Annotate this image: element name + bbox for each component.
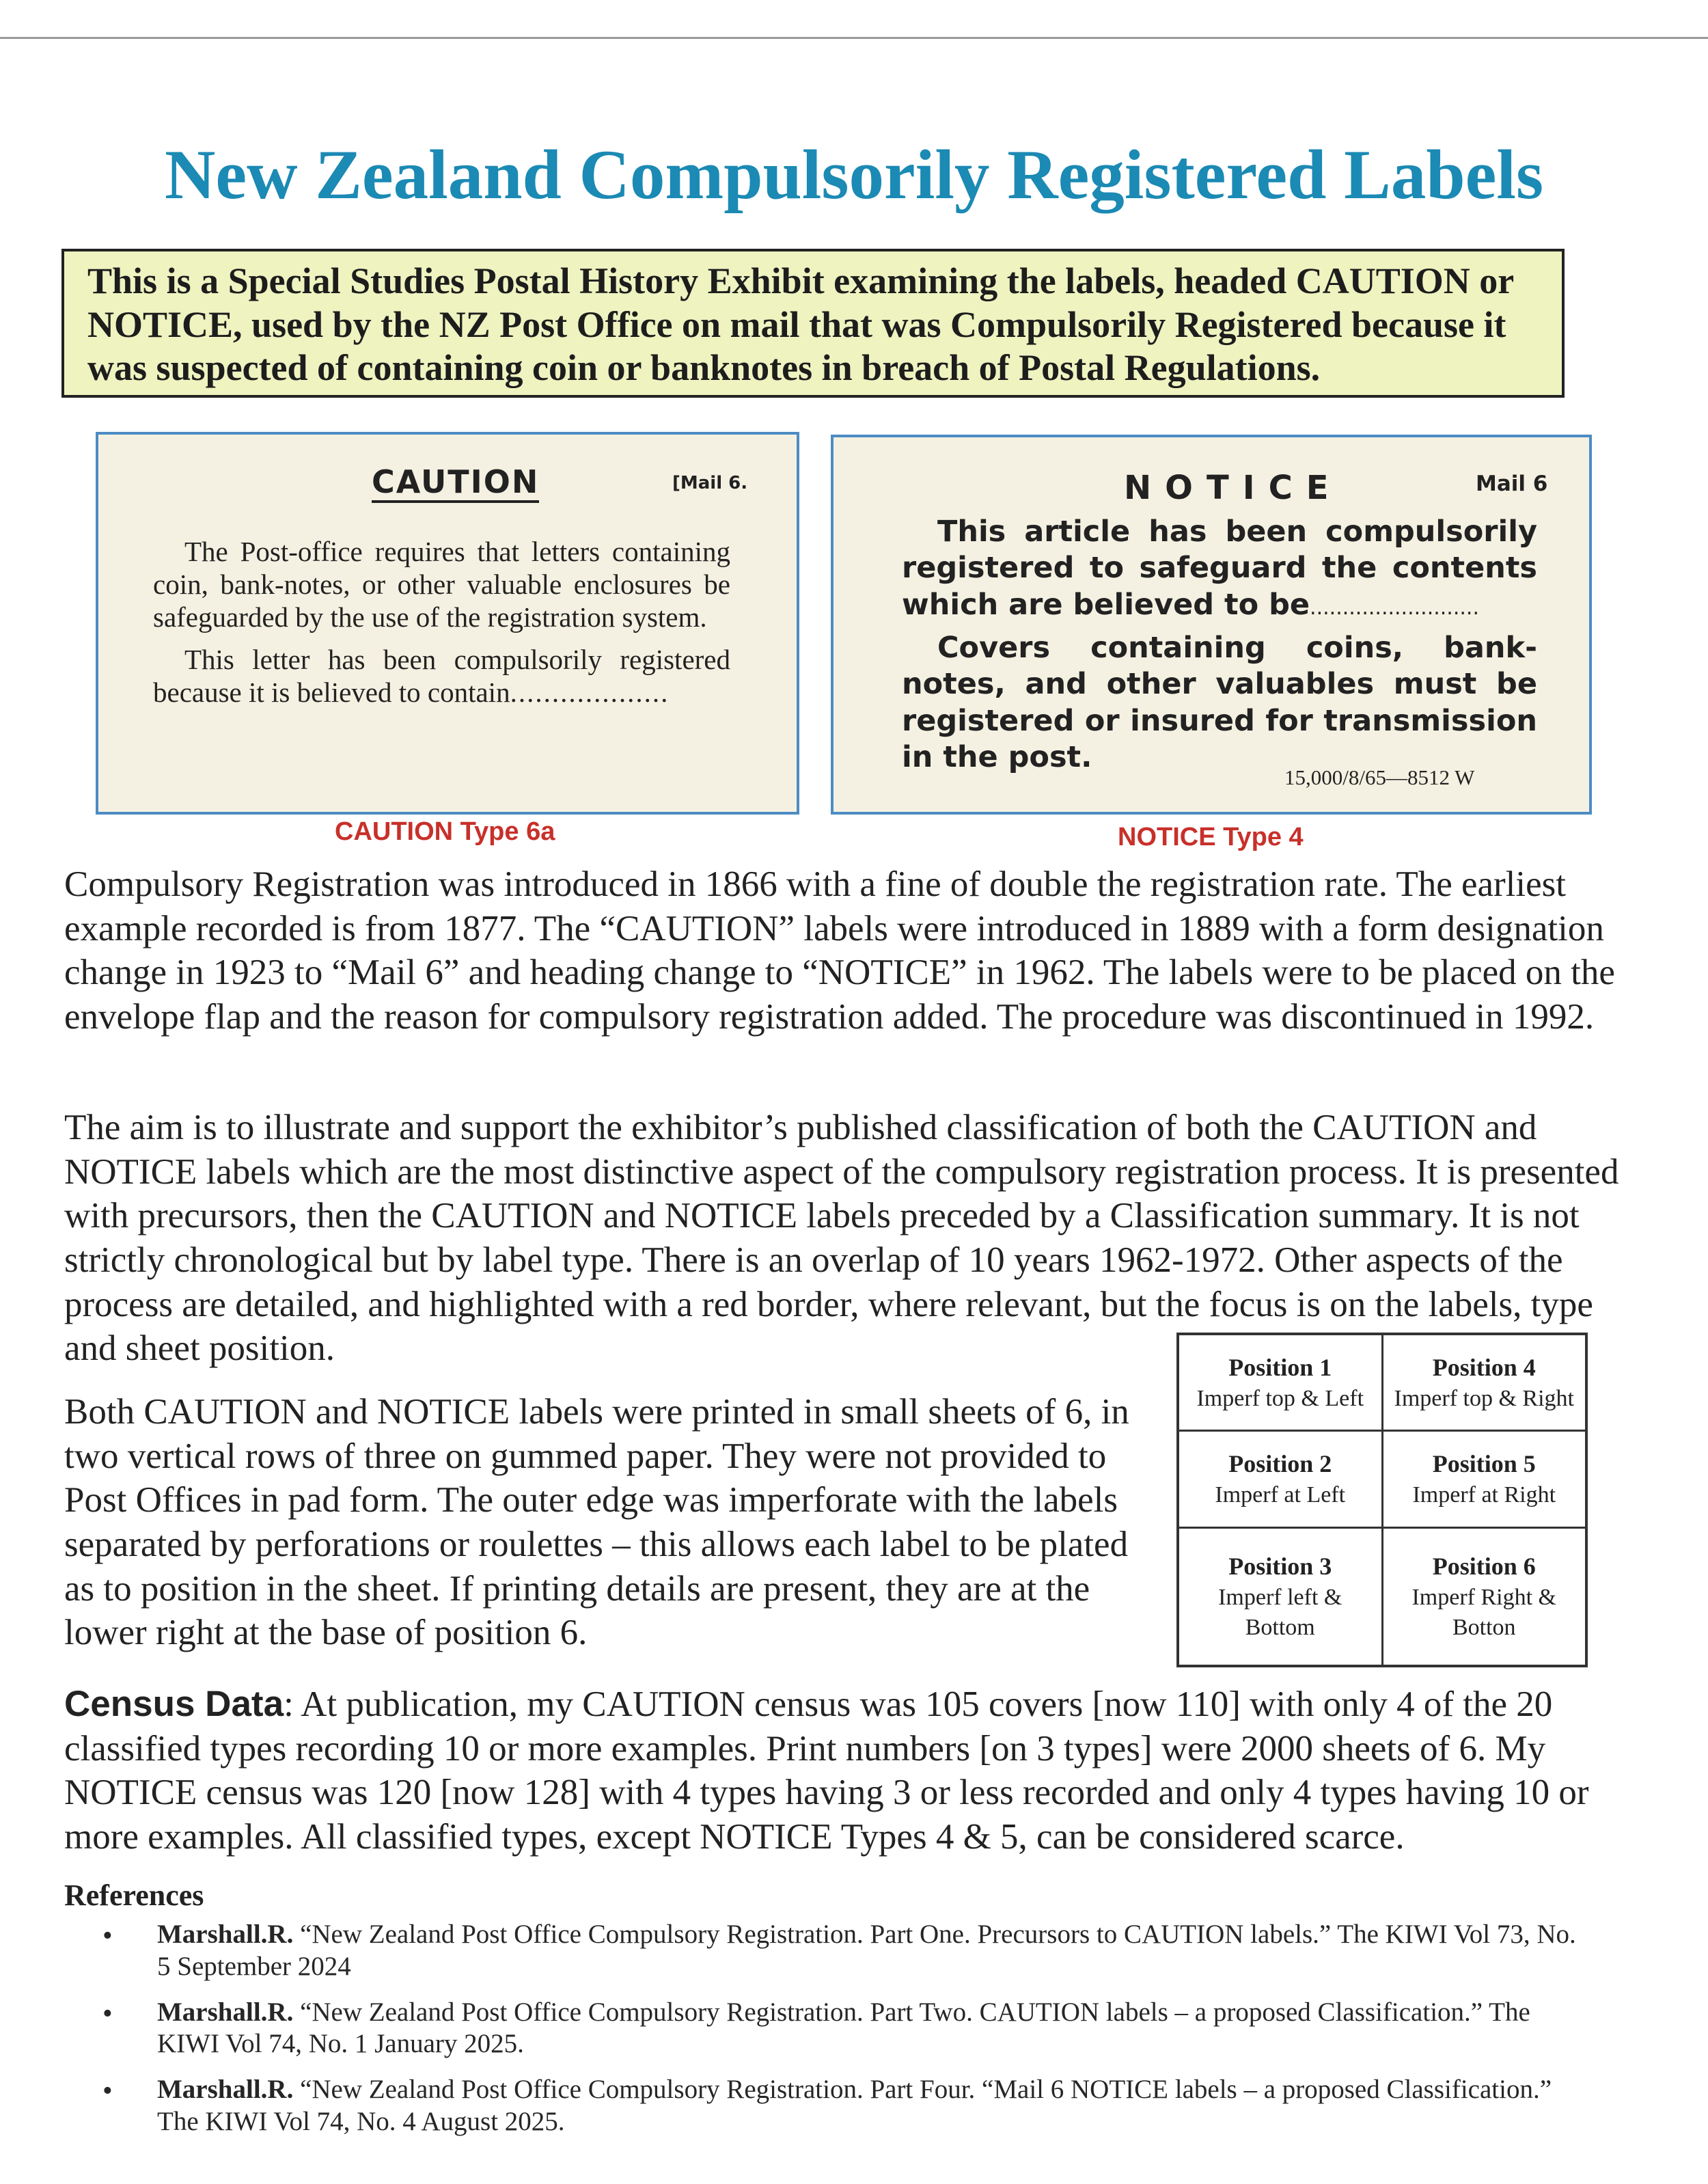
notice-label-para1-wrap — [902, 514, 1537, 623]
sheet-paragraph: Both CAUTION and NOTICE labels were printed in small sheets of 6, in two vertical rows of three on gummed paper. They were not provided to Post Offices in pad form. The outer edge was imperforate with the labels separated by perforations or roulettes – this allows each label to be plated as to position in the sheet. If printing details are present, they are at the lower right at the base of position 6. — [64, 1392, 1129, 1653]
notice-label-para2: Covers containing coins, bank-notes, and other valuables must be registered or insured for transmission in the post. — [902, 630, 1537, 774]
caution-label-heading: CAUTION — [372, 463, 539, 503]
notice-label-form: Mail 6 — [1476, 472, 1548, 496]
caution-label-form: [Mail 6. — [672, 473, 748, 493]
list-item: • Marshall.R. “New Zealand Post Office Compulsory Registration. Part Four. “Mail 6 NOTICE labels – a proposed Classification.” The KIWI Vol 74, No. 4 August 2025. — [157, 2074, 1592, 2138]
census-label: Census Data — [64, 1684, 284, 1724]
aim-paragraph: The aim is to illustrate and support the exhibitor’s published classification of both the CAUTION and NOTICE labels which are the most distinctive aspect of the compulsory registration process. It is presented with precursors, then the CAUTION and NOTICE labels preceded by a Classification summary. It is not strictly chronological but by label type. There is an overlap of 10 years 1962-1972. Other aspects of the process are detailed, and highlighted with a red border, where relevant, but the focus is on the labels, type and sheet position. — [64, 1108, 1619, 1369]
references-title: References — [64, 1879, 204, 1912]
caution-caption: CAUTION Type 6a — [335, 817, 555, 846]
history-paragraph: Compulsory Registration was introduced in 1866 with a fine of double the registration rate. The earliest example recorded is from 1877. The “CAUTION” labels were introduced in 1889 with a form designation change in 1923 to “Mail 6” and heading change to “NOTICE” in 1962. The labels were to be placed on the envelope flap and the reason for compulsory registration added. The procedure was discontinued in 1992. — [64, 864, 1615, 1037]
notice-label-body — [902, 514, 1537, 782]
table-row — [1178, 1334, 1586, 1431]
position-cell: Position 2 Imperf at Left — [1178, 1431, 1382, 1527]
position-cell: Position 5 Imperf at Right — [1382, 1431, 1586, 1527]
caution-label-para2-wrap — [153, 644, 730, 709]
intro-box: This is a Special Studies Postal History Exhibit examining the labels, headed CAUTION or NOTICE, used by the NZ Post Office on mail that was Compulsorily Registered because it was suspected of containing coin or banknotes in breach of Postal Regulations. — [61, 249, 1565, 398]
caution-label-para1: The Post-office requires that letters containing coin, bank-notes, or other valuable enclosures be safeguarded by the use of the registration system. — [153, 536, 730, 633]
position-cell: Position 3 Imperf left & Bottom — [1178, 1527, 1382, 1666]
notice-label-heading: NOTICE — [1124, 469, 1342, 507]
page-title: New Zealand Compulsorily Registered Labels — [164, 136, 1544, 214]
position-cell: Position 6 Imperf Right & Botton — [1382, 1527, 1586, 1666]
position-cell: Position 1 Imperf top & Left — [1178, 1334, 1382, 1431]
references-list — [157, 1919, 1592, 2152]
caution-label-dots: ................... — [510, 676, 670, 708]
sheet-position-table — [1176, 1333, 1588, 1667]
position-cell: Position 4 Imperf top & Right — [1382, 1334, 1586, 1431]
notice-label-image — [831, 435, 1592, 815]
list-item: • Marshall.R. “New Zealand Post Office Compulsory Registration. Part One. Precursors to CAUTION labels.” The KIWI Vol 73, No. 5 September 2024 — [157, 1919, 1592, 1983]
census-text: : At publication, my CAUTION census was 105 covers [now 110] with only 4 of the 20 classified types recording 10 or more examples. Print numbers [on 3 types] were 2000 sheets of 6. My NOTICE census was 120 [now 128] with 4 types having 3 or less recorded and only 4 types having 10 or more examples. All classified types, except NOTICE Types 4 & 5, can be considered scarce. — [64, 1684, 1589, 1857]
caution-label-body — [153, 536, 730, 719]
caution-label-image — [96, 432, 799, 815]
top-rule — [0, 37, 1708, 39]
notice-caption: NOTICE Type 4 — [1118, 823, 1304, 851]
table-row — [1178, 1431, 1586, 1527]
list-item: • Marshall.R. “New Zealand Post Office Compulsory Registration. Part Two. CAUTION labels – a proposed Classification.” The KIWI Vol 74, No. 1 January 2025. — [157, 1997, 1592, 2061]
notice-label-print-code: 15,000/8/65—8512 W — [1284, 765, 1475, 789]
table-row — [1178, 1527, 1586, 1666]
notice-label-para1: This article has been compulsorily registered to safeguard the contents which are believed to be — [902, 515, 1537, 622]
census-paragraph — [64, 1682, 1629, 1859]
notice-label-dots: .......................... — [1310, 595, 1479, 620]
caution-label-para2: This letter has been compulsorily registered because it is believed to contain — [153, 643, 730, 708]
